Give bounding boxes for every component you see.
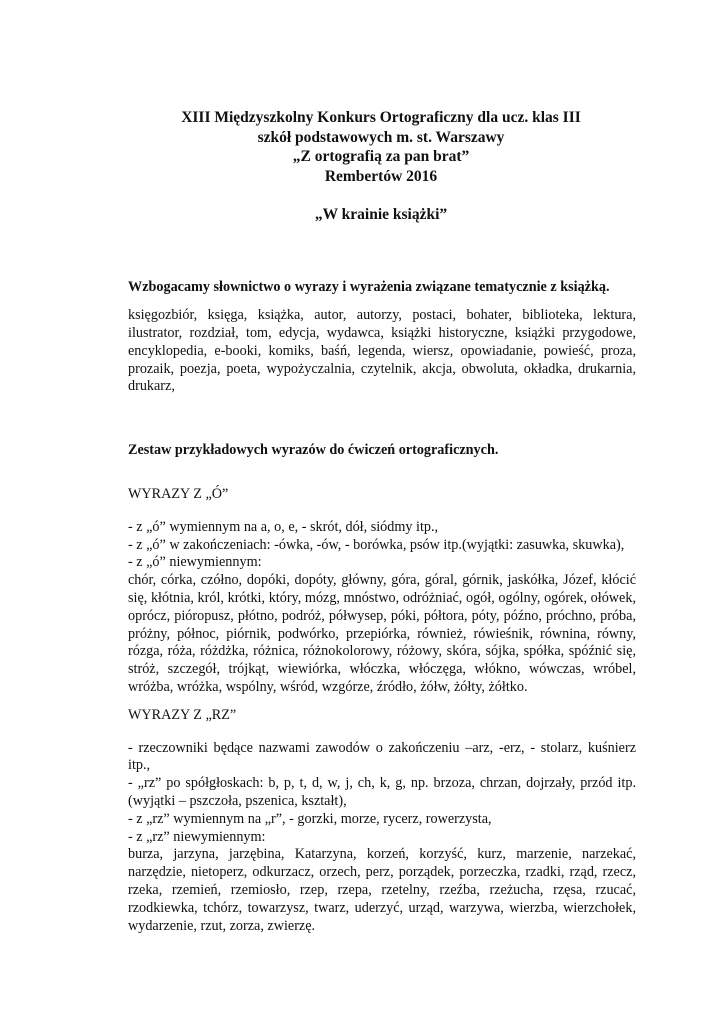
section-rz-rule-3: - z „rz” wymiennym na „r”, - gorzki, morze, rycerz, rowerzysta, [128,810,492,827]
header-title-line-1: XIII Międzyszkolny Konkurs Ortograficzny dla ucz. klas III [181,109,581,126]
header-motto: „Z ortografią za pan brat” [292,148,470,165]
exercise-heading: Zestaw przykładowych wyrazów do ćwiczeń ortograficznych. [128,442,499,459]
section-rz-words: burza, jarzyna, jarzębina, Katarzyna, korzeń, korzyść, kurz, marzenie, narzekać, narzędzie, nietoperz, odkurzacz, orzech, perz, porządek, porzeczka, rzadki, rząd, rzecz, rzeka, rzemień, rzemiosło, rzep, rzepa, rzetelny, rzeźba, rzeżucha, rzęsa, rzucać, rzodkiewka, tchórz, towarzysz, twarz, uderzyć, urząd, warzywa, wierzba, wierzchołek, wydarzenie, rzut, zorza, zwierzę. [128,846,636,934]
section-rz-title: WYRAZY Z „RZ” [128,706,237,723]
document-header [126,108,636,225]
section-o-body [128,519,636,697]
section-rz-rule-1: - rzeczowniki będące nazwami zawodów o zakończeniu –arz, -erz, - stolarz, kuśnierz itp., [128,739,636,774]
header-subtitle: „W krainie książki” [314,206,448,223]
vocab-heading: Wzbogacamy słownictwo o wyrazy i wyrażenia związane tematycznie z książką. [128,278,610,295]
section-o-title: WYRAZY Z „Ó” [128,486,229,503]
section-rz-body [128,740,636,936]
section-o-rule-2: - z „ó” w zakończeniach: -ówka, -ów, - borówka, psów itp.(wyjątki: zasuwka, skuwka), [128,536,625,553]
section-rz-rule-2: - „rz” po spółgłoskach: b, p, t, d, w, j, ch, k, g, np. brzoza, chrzan, dojrzały, przód itp. (wyjątki – pszczoła, pszenica, kształt), [128,775,636,810]
header-title-line-2: szkół podstawowych m. st. Warszawy [257,128,505,146]
section-o-rule-3: - z „ó” niewymiennym: [128,554,262,571]
section-o-rule-1: - z „ó” wymiennym na a, o, e, - skrót, dół, siódmy itp., [128,518,439,535]
section-rz-rule-4: - z „rz” niewymiennym: [128,828,266,845]
section-o-words: chór, córka, czółno, dopóki, dopóty, główny, góra, góral, górnik, jaskółka, Józef, kłócić się, kłótnia, król, krótki, który, mózg, mnóstwo, odróżniać, ogół, ogólny, ogórek, ołówek, oprócz, pióropusz, płótno, podróż, półwysep, póki, półtora, póty, późno, próchno, próba, próżny, północ, piórnik, podwórko, przepiórka, również, rówieśnik, równina, równy, rózga, róża, różdżka, różnica, różnokolorowy, różowy, skóra, sójka, spółka, spóźnić się, stróż, szczegół, trójkąt, wiewiórka, włóczka, włóczęga, włókno, wówczas, wróbel, wróżba, wróżka, wspólny, wśród, wzgórze, źródło, żółw, żółty, żółtko. [128,572,636,696]
vocab-list: księgozbiór, księga, książka, autor, autorzy, postaci, bohater, biblioteka, lektura, ilustrator, rozdział, tom, edycja, wydawca, książki historyczne, książki przygodowe, encyklopedia, e-booki, komiks, baśń, legenda, wiersz, opowiadanie, powieść, proza, prozaik, poezja, poeta, wypożyczalnia, czytelnik, akcja, obwoluta, okładka, drukarnia, drukarz, [128,307,636,395]
header-place-year: Rembertów 2016 [324,167,438,185]
